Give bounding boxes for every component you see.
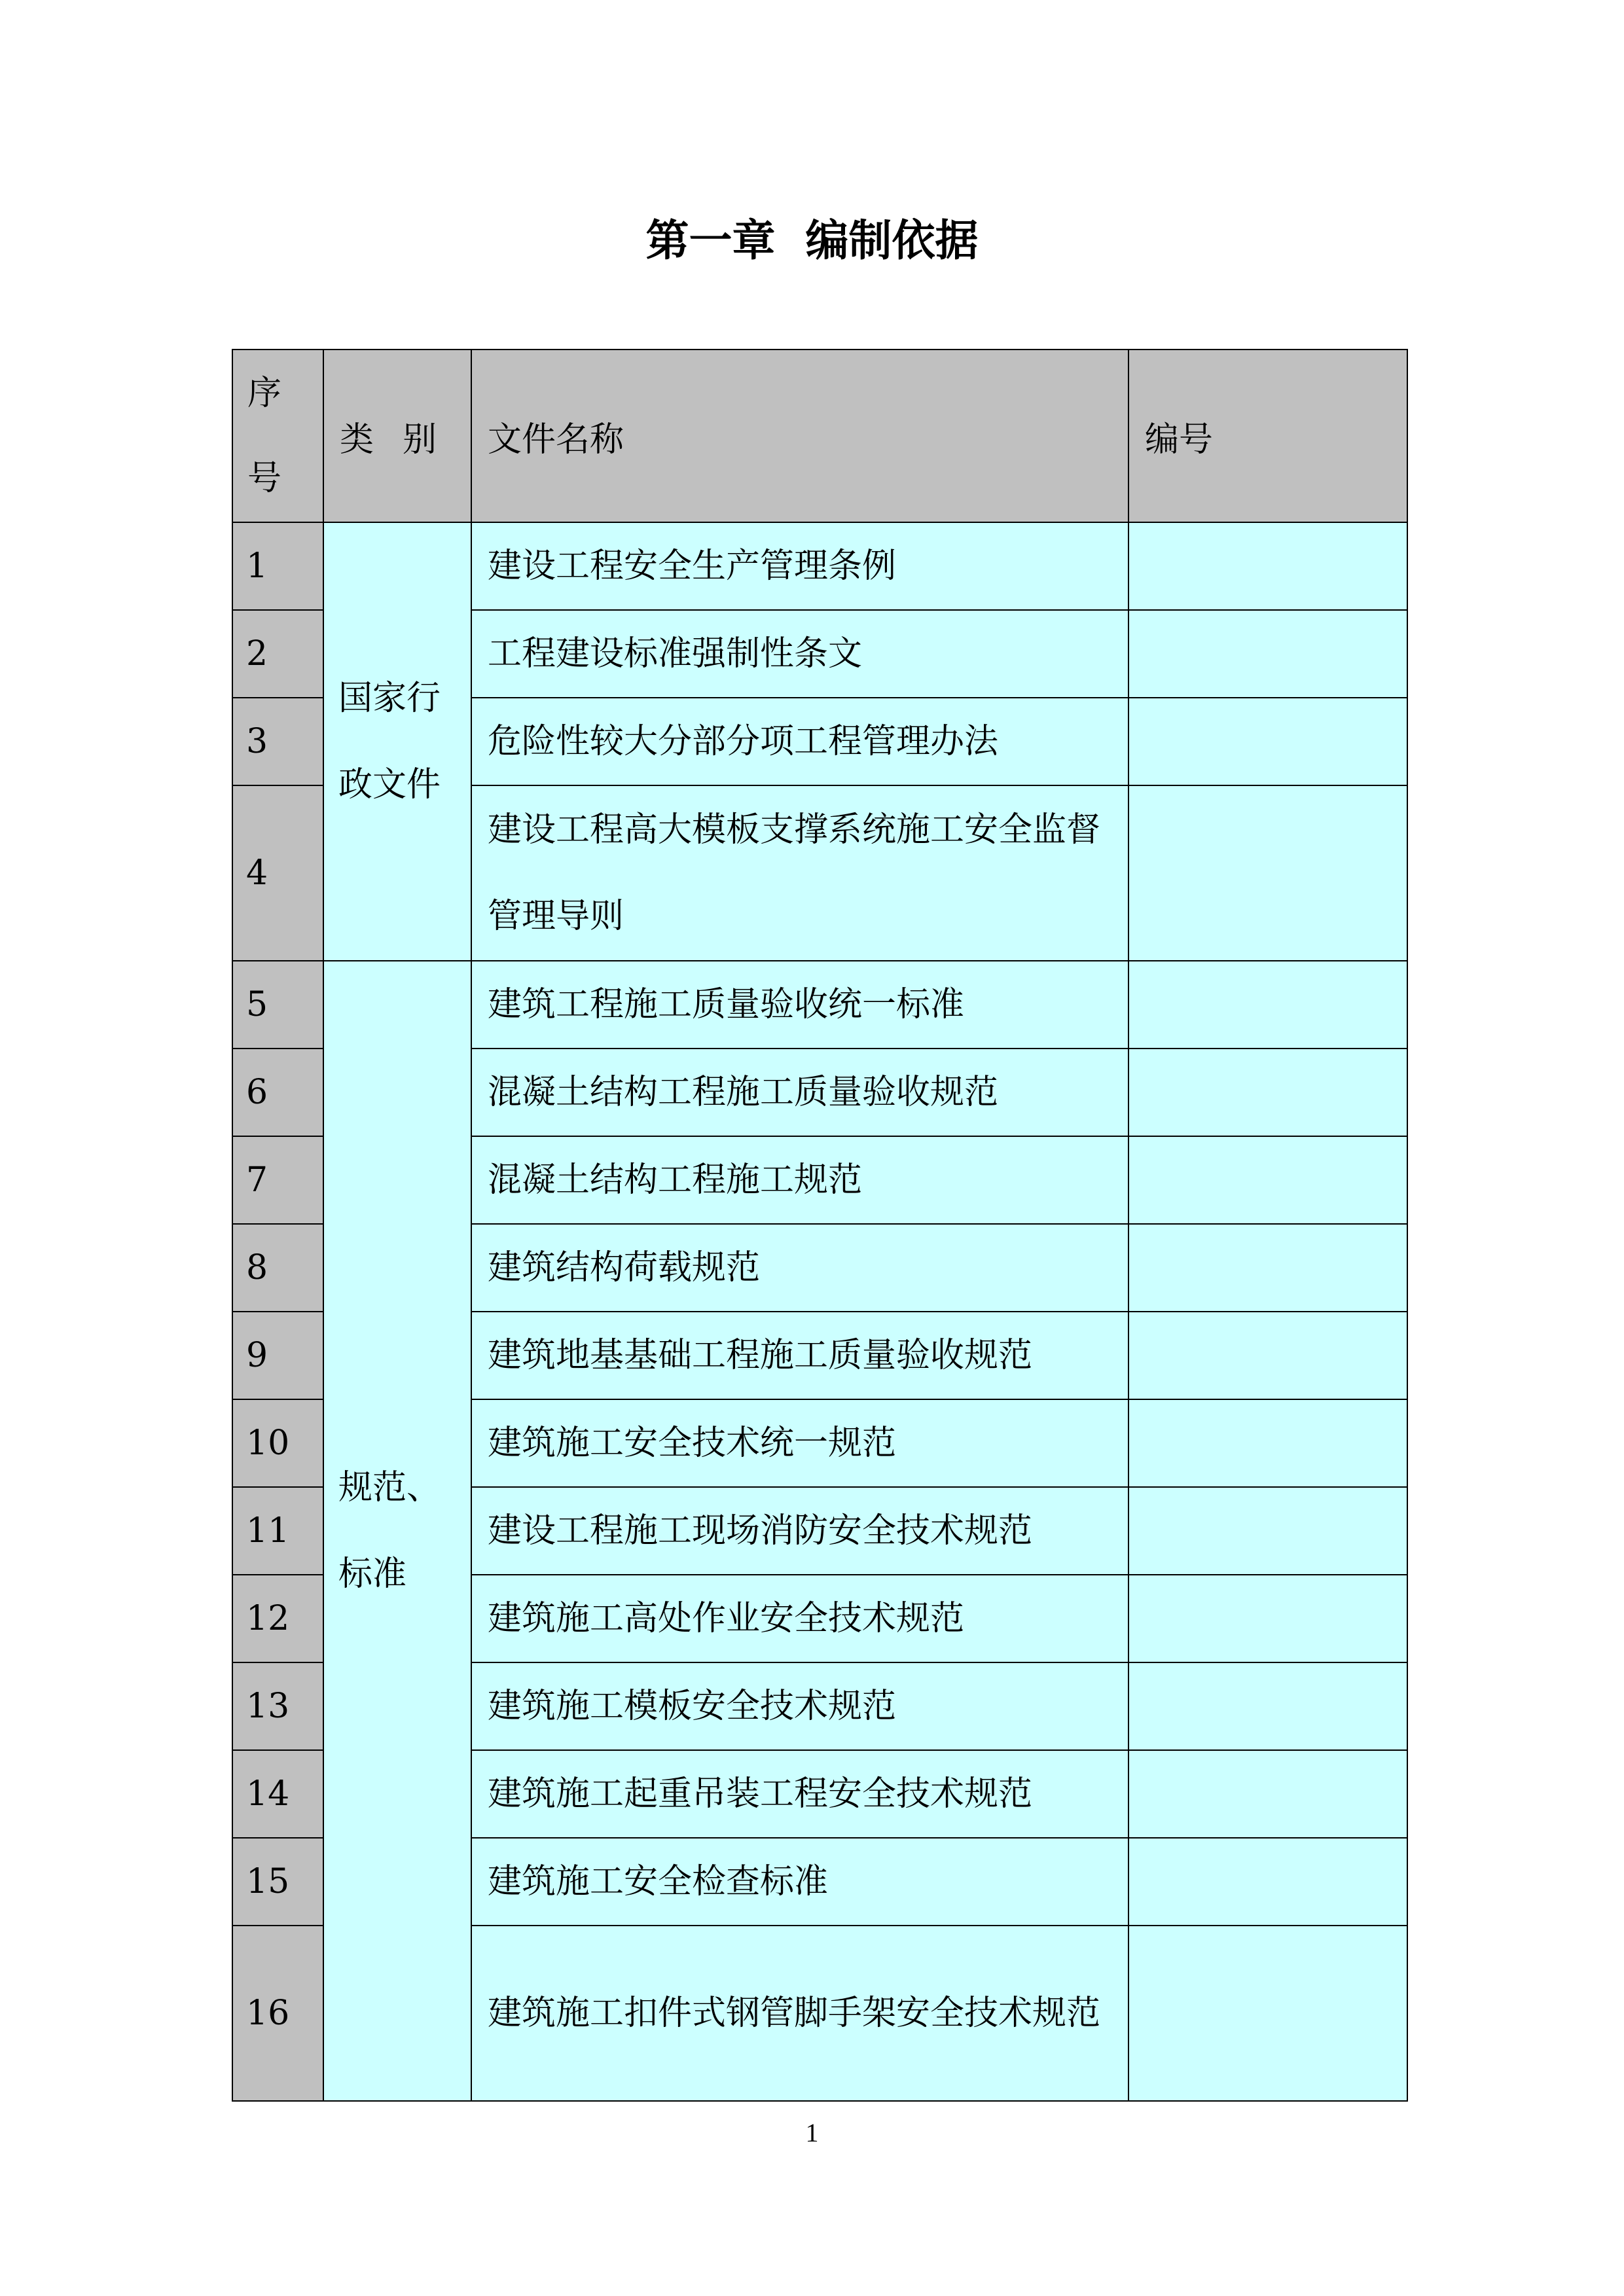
page-title: 第一章 编制依据 [645, 215, 979, 266]
document-code [1128, 1224, 1407, 1312]
row-number: 12 [232, 1575, 323, 1662]
document-code [1128, 522, 1407, 610]
document-code [1128, 698, 1407, 785]
header-seq [232, 350, 323, 522]
row-number: 10 [232, 1399, 323, 1487]
page-number: 1 [805, 2118, 819, 2147]
basis-table [232, 349, 1408, 2102]
document-code [1128, 1838, 1407, 1926]
document-code [1128, 961, 1407, 1049]
document-code [1128, 610, 1407, 698]
document-code [1128, 1926, 1407, 2101]
document-code [1128, 1662, 1407, 1750]
row-number: 4 [232, 785, 323, 961]
row-number: 2 [232, 610, 323, 698]
document-code [1128, 1136, 1407, 1224]
document-name: 混凝土结构工程施工质量验收规范 [471, 1049, 1128, 1136]
row-number: 13 [232, 1662, 323, 1750]
row-number: 6 [232, 1049, 323, 1136]
table-row [232, 522, 1407, 610]
row-number: 8 [232, 1224, 323, 1312]
document-code [1128, 785, 1407, 961]
row-number: 1 [232, 522, 323, 610]
document-name: 建设工程安全生产管理条例 [471, 522, 1128, 610]
document-code [1128, 1049, 1407, 1136]
row-number: 5 [232, 961, 323, 1049]
document-name: 建设工程施工现场消防安全技术规范 [471, 1487, 1128, 1575]
document-name: 建筑施工安全技术统一规范 [471, 1399, 1128, 1487]
document-name: 建筑施工高处作业安全技术规范 [471, 1575, 1128, 1662]
category-label: 国家行政文件 [338, 679, 441, 804]
row-number: 9 [232, 1312, 323, 1399]
category-cell [323, 961, 471, 2101]
document-name: 建筑结构荷载规范 [471, 1224, 1128, 1312]
header-category: 类别 [323, 350, 471, 522]
document-name: 工程建设标准强制性条文 [471, 610, 1128, 698]
row-number: 16 [232, 1926, 323, 2101]
document-name: 建筑施工模板安全技术规范 [471, 1662, 1128, 1750]
document-name: 建筑地基基础工程施工质量验收规范 [471, 1312, 1128, 1399]
document-name: 混凝土结构工程施工规范 [471, 1136, 1128, 1224]
document-code [1128, 1750, 1407, 1838]
document-name: 建筑施工安全检查标准 [471, 1838, 1128, 1926]
row-number: 7 [232, 1136, 323, 1224]
category-cell [323, 522, 471, 961]
document-code [1128, 1312, 1407, 1399]
header-name: 文件名称 [471, 350, 1128, 522]
table-row [232, 961, 1407, 1049]
document-name: 建设工程高大模板支撑系统施工安全监督管理导则 [471, 785, 1128, 961]
row-number: 3 [232, 698, 323, 785]
row-number: 14 [232, 1750, 323, 1838]
document-code [1128, 1575, 1407, 1662]
category-label: 规范、标准 [338, 1468, 441, 1594]
document-name: 建筑施工起重吊装工程安全技术规范 [471, 1750, 1128, 1838]
header-code: 编号 [1128, 350, 1407, 522]
row-number: 15 [232, 1838, 323, 1926]
header-seq-text: 序号 [247, 374, 282, 498]
document-name: 建筑施工扣件式钢管脚手架安全技术规范 [471, 1926, 1128, 2101]
row-number: 11 [232, 1487, 323, 1575]
document-code [1128, 1399, 1407, 1487]
document-name: 危险性较大分部分项工程管理办法 [471, 698, 1128, 785]
table-header-row [232, 350, 1407, 522]
document-code [1128, 1487, 1407, 1575]
document-name: 建筑工程施工质量验收统一标准 [471, 961, 1128, 1049]
